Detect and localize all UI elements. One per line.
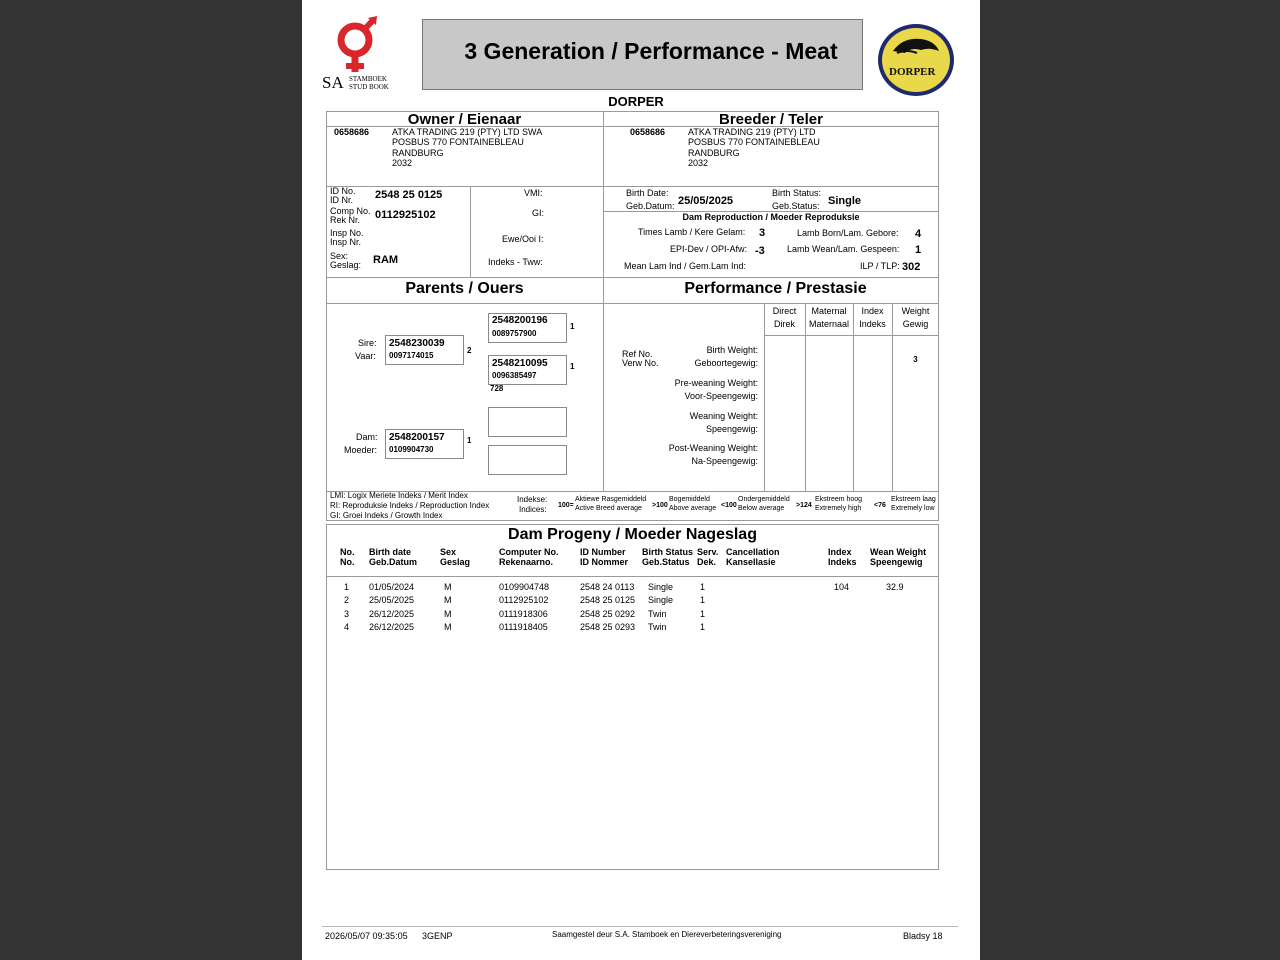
- pre-weaning-label-1: Pre-weaning Weight:: [674, 378, 758, 388]
- legend-ri: RI: Reproduksie Indeks / Reproduction Index: [330, 501, 490, 510]
- col-maternal-2: Maternaal: [808, 319, 850, 329]
- logo-sa-text: SA: [322, 73, 344, 92]
- progeny-cell: 2548 25 0125: [580, 595, 636, 605]
- dam-id: 2548200157: [389, 432, 445, 443]
- owner-heading: Owner / Eienaar: [407, 111, 522, 128]
- birth-weight-value: 3: [913, 355, 918, 364]
- col-index-1: Index: [861, 306, 884, 316]
- progeny-cell: M: [444, 622, 452, 632]
- legend-key-gt100-b: Above average: [669, 505, 717, 512]
- pre-weaning-label-2: Voor-Speengewig:: [684, 391, 758, 401]
- progeny-cell: 01/05/2024: [369, 582, 415, 592]
- gi-label: GI:: [532, 208, 545, 218]
- ilp-label: ILP / TLP:: [860, 261, 900, 271]
- col-index-2: Indeks: [859, 319, 886, 329]
- insp-label-1: Insp No.: [330, 228, 364, 238]
- owner-breeder-frame: [326, 111, 939, 521]
- breed-name: DORPER: [608, 94, 664, 109]
- parents-heading: Parents / Ouers: [405, 280, 524, 297]
- progeny-cell: 1: [700, 622, 706, 632]
- progeny-col-birth-date: Birth date Geb.Datum: [369, 547, 418, 567]
- page-title: 3 Generation / Performance - Meat: [464, 38, 838, 64]
- progeny-col-id-number: ID Number ID Nommer: [580, 547, 629, 567]
- progeny-cell: 1: [700, 609, 706, 619]
- dam-dam-box[interactable]: [488, 445, 567, 475]
- breeder-address-3: 2032: [688, 158, 709, 168]
- birth-weight-label-2: Geboortegewig:: [694, 358, 758, 368]
- birth-date-value: 25/05/2025: [678, 195, 734, 207]
- legend-indekse: Indekse:: [517, 495, 548, 504]
- progeny-cell: 0111918306: [499, 609, 548, 619]
- progeny-col-no: No. No.: [340, 547, 355, 567]
- epi-label: EPI-Dev / OPI-Afw:: [670, 244, 748, 254]
- insp-label-2: Insp Nr.: [330, 237, 362, 247]
- dam-repro-heading: Dam Reproduction / Moeder Reproduksie: [682, 212, 860, 222]
- col-direct-1: Direct: [772, 306, 797, 316]
- legend-key-lt76: <76: [874, 502, 886, 509]
- sire-dam-comp: 0096385497: [492, 371, 537, 380]
- progeny-cell: Single: [648, 595, 674, 605]
- lamb-born-label: Lamb Born/Lam. Gebore:: [797, 228, 899, 238]
- id-label-1: ID No.: [330, 186, 356, 196]
- birth-weight-label-1: Birth Weight:: [706, 345, 758, 355]
- lamb-wean-value: 1: [915, 244, 922, 256]
- breeder-address-2: RANDBURG: [688, 148, 740, 158]
- progeny-col-computer-no: Computer No. Rekenaarno.: [499, 547, 559, 567]
- dorper-breed-logo: [877, 23, 957, 97]
- logo-studbook-text: STUD BOOK: [349, 83, 389, 91]
- footer-divider: [322, 926, 958, 927]
- weaning-label-2: Speengewig:: [705, 424, 758, 434]
- progeny-cell: Twin: [648, 609, 667, 619]
- owner-code: 0658686: [334, 127, 370, 137]
- legend-key-gt124-b: Extremely high: [815, 505, 862, 512]
- ewe-index-label: Ewe/Ooi I:: [502, 234, 544, 244]
- sire-id: 2548230039: [389, 338, 445, 349]
- col-weight-2: Gewig: [902, 319, 929, 329]
- lamb-wean-label: Lamb Wean/Lam. Gespeen:: [787, 244, 900, 254]
- logo-stamboek-text: STAMBOEK: [349, 75, 387, 83]
- breeder-code: 0658686: [630, 127, 666, 137]
- legend-key-gt100-a: Bogemiddeld: [669, 496, 710, 503]
- progeny-heading: Dam Progeny / Moeder Nageslag: [508, 526, 757, 543]
- legend-key-100: 100=: [558, 502, 574, 509]
- dam-label-1: Dam:: [356, 432, 378, 442]
- legend-indices: Indices:: [519, 505, 547, 514]
- progeny-cell: 26/12/2025: [369, 609, 415, 619]
- progeny-col-birth-status: Birth Status Geb.Status: [642, 547, 694, 567]
- birth-date-label-1: Birth Date:: [626, 188, 669, 198]
- id-label-2: ID Nr.: [330, 195, 354, 205]
- col-maternal-1: Maternal: [811, 306, 847, 316]
- breeder-heading: Breeder / Teler: [719, 111, 823, 128]
- post-weaning-label-2: Na-Speengewig:: [691, 456, 758, 466]
- owner-address-2: RANDBURG: [392, 148, 444, 158]
- progeny-cell: M: [444, 582, 452, 592]
- progeny-cell: 0112925102: [499, 595, 549, 605]
- progeny-cell: M: [444, 609, 452, 619]
- footer-timestamp: 2026/05/07 09:35:05: [325, 931, 408, 941]
- times-lamb-label: Times Lamb / Kere Gelam:: [638, 227, 746, 237]
- lamb-born-value: 4: [915, 228, 922, 240]
- footer-compiled-by: Saamgestel deur S.A. Stamboek en Diereverbeteringsvereniging: [552, 930, 782, 939]
- legend-key-lt76-b: Extremely low: [891, 505, 935, 512]
- birth-status-value: Single: [828, 195, 862, 207]
- progeny-cell: 4: [344, 622, 350, 632]
- breeder-name: ATKA TRADING 219 (PTY) LTD: [688, 127, 816, 137]
- sire-dam-count: 1: [570, 362, 575, 371]
- birth-status-label-1: Birth Status:: [772, 188, 822, 198]
- sex-label-1: Sex:: [330, 251, 349, 261]
- sire-sire-comp: 0089757900: [492, 329, 537, 338]
- dam-label-2: Moeder:: [344, 445, 378, 455]
- progeny-col-index: Index Indeks: [828, 547, 857, 567]
- progeny-cell: M: [444, 595, 452, 605]
- ref-label-2: Verw No.: [622, 358, 659, 368]
- sire-label-1: Sire:: [358, 338, 377, 348]
- legend-key-gt124: >124: [796, 502, 812, 509]
- legend-key-lt100: <100: [721, 502, 737, 509]
- sex-label-2: Geslag:: [330, 260, 362, 270]
- dorper-logo-text: DORPER: [889, 66, 936, 78]
- progeny-cell: 1: [700, 582, 706, 592]
- footer-report-code: 3GENP: [422, 931, 453, 941]
- progeny-cell: 3: [344, 609, 350, 619]
- progeny-cell: 1: [344, 582, 350, 592]
- legend-key-100-b: Active Breed average: [575, 505, 642, 512]
- progeny-col-serv: Serv. Dek.: [697, 547, 719, 567]
- legend-key-100-a: Aktiewe Rasgemiddeld: [575, 496, 647, 503]
- owner-address-1: POSBUS 770 FONTAINEBLEAU: [392, 137, 524, 147]
- progeny-col-cancellation: Cancellation Kansellasie: [726, 547, 780, 567]
- weaning-label-1: Weaning Weight:: [689, 411, 758, 421]
- dam-comp: 0109904730: [389, 445, 434, 454]
- legend-key-lt100-b: Below average: [738, 505, 785, 512]
- legend-key-gt124-a: Ekstreem hoog: [815, 496, 863, 503]
- legend-gi: GI: Groei Indeks / Growth Index: [330, 511, 443, 520]
- progeny-col-wean-weight: Wean Weight Speengewig: [870, 547, 927, 567]
- mean-lamb-index-label: Mean Lam Ind / Gem.Lam Ind:: [624, 261, 747, 271]
- sire-sire-count: 1: [570, 322, 575, 331]
- footer-page-number: Bladsy 18: [903, 931, 943, 941]
- sa-studbook-logo: [322, 16, 402, 94]
- indeks-tww-label: Indeks - Tww:: [488, 257, 543, 267]
- progeny-cell: Single: [648, 582, 674, 592]
- sire-dam-id: 2548210095: [492, 358, 548, 369]
- sire-comp: 0097174015: [389, 351, 434, 360]
- epi-value: -3: [755, 245, 765, 257]
- document-page: [302, 0, 980, 960]
- owner-name: ATKA TRADING 219 (PTY) LTD SWA: [392, 127, 543, 137]
- progeny-cell: 32.9: [886, 582, 904, 592]
- comp-value: 0112925102: [375, 209, 436, 221]
- comp-label-2: Rek Nr.: [330, 215, 361, 225]
- progeny-cell: 26/12/2025: [369, 622, 415, 632]
- progeny-cell: 2548 25 0293: [580, 622, 636, 632]
- sire-sire-id: 2548200196: [492, 315, 548, 326]
- progeny-cell: Twin: [648, 622, 667, 632]
- ilp-value: 302: [902, 261, 921, 273]
- sire-dam-extra: 728: [490, 384, 504, 393]
- legend-key-lt100-a: Ondergemiddeld: [738, 496, 790, 503]
- sex-value: RAM: [373, 254, 399, 266]
- progeny-cell: 2548 25 0292: [580, 609, 636, 619]
- col-direct-2: Direk: [773, 319, 795, 329]
- sire-count: 2: [467, 346, 472, 355]
- progeny-cell: 2: [344, 595, 350, 605]
- legend-key-gt100: >100: [652, 502, 668, 509]
- ref-label-1: Ref No.: [622, 349, 653, 359]
- performance-heading: Performance / Prestasie: [684, 280, 867, 297]
- legend-lmi: LMI: Logix Meriete Indeks / Merit Index: [330, 491, 468, 500]
- times-lamb-value: 3: [759, 227, 766, 239]
- sire-label-2: Vaar:: [355, 351, 376, 361]
- progeny-cell: 0111918405: [499, 622, 548, 632]
- progeny-cell: 0109904748: [499, 582, 550, 592]
- comp-label-1: Comp No.: [330, 206, 371, 216]
- progeny-cell: 2548 24 0113: [580, 582, 635, 592]
- owner-address-3: 2032: [392, 158, 413, 168]
- legend-key-lt76-a: Ekstreem laag: [891, 496, 936, 503]
- progeny-col-sex: Sex Geslag: [440, 547, 471, 567]
- birth-status-label-2: Geb.Status:: [772, 201, 820, 211]
- progeny-cell: 1: [700, 595, 706, 605]
- post-weaning-label-1: Post-Weaning Weight:: [668, 443, 758, 453]
- dam-sire-box[interactable]: [488, 407, 567, 437]
- progeny-cell: 25/05/2025: [369, 595, 415, 605]
- dorper-logo-icon: [877, 23, 957, 97]
- birth-date-label-2: Geb.Datum:: [626, 201, 675, 211]
- dam-count: 1: [467, 436, 472, 445]
- progeny-cell: 104: [834, 582, 850, 592]
- col-weight-1: Weight: [901, 306, 930, 316]
- id-value: 2548 25 0125: [375, 189, 443, 201]
- vmi-label: VMI:: [524, 188, 543, 198]
- breeder-address-1: POSBUS 770 FONTAINEBLEAU: [688, 137, 820, 147]
